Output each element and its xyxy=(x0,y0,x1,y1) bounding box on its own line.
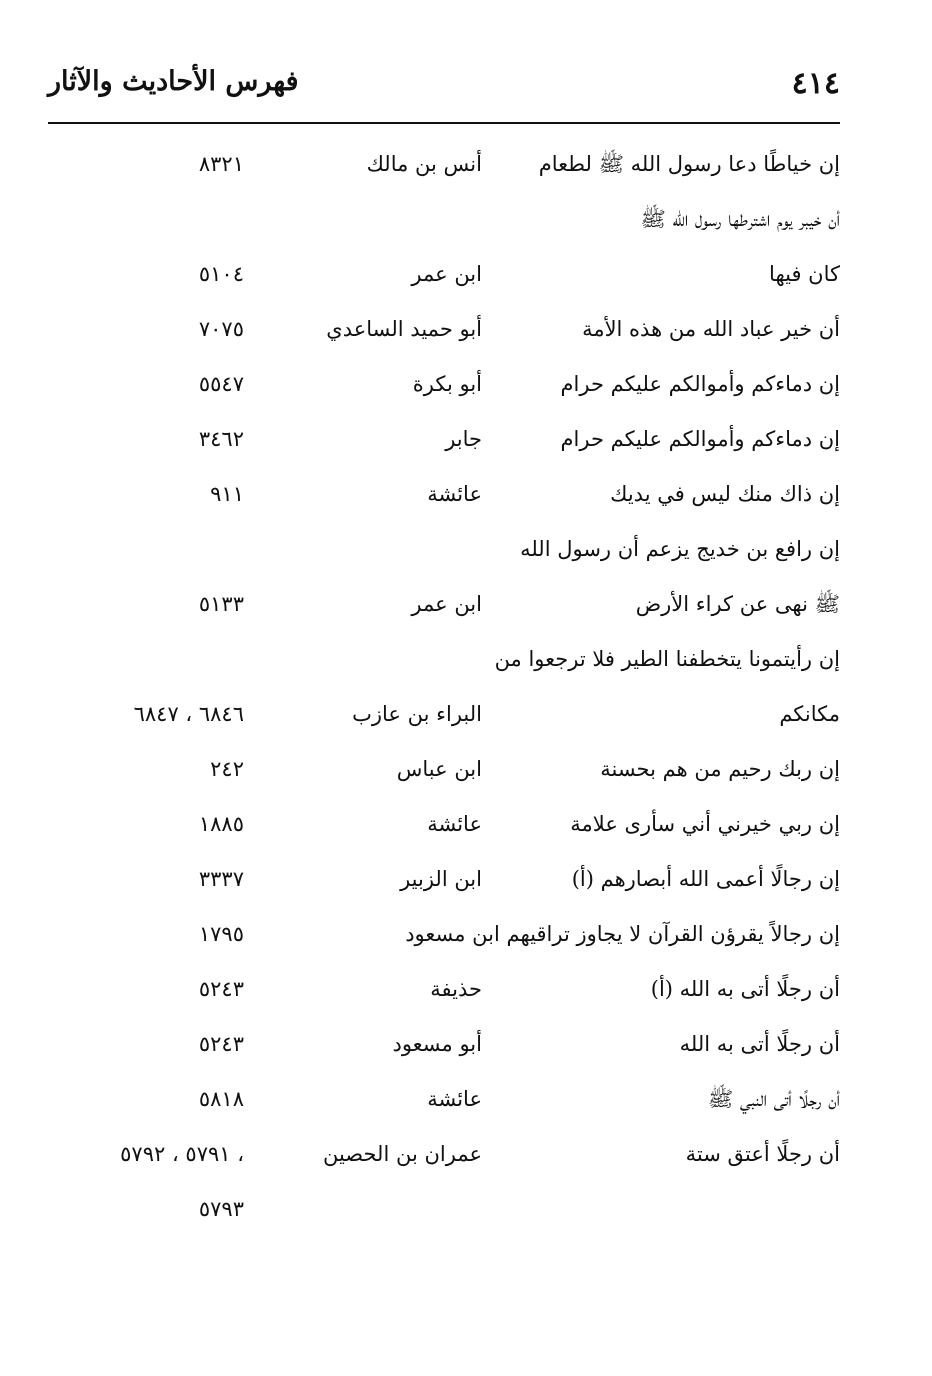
hadith-text: أن رجلًا أتى به الله (أ) xyxy=(650,977,840,1001)
index-row xyxy=(48,965,840,1020)
hadith-text: ﷺ نهى عن كراء الأرض xyxy=(635,592,840,616)
index-row xyxy=(48,1075,840,1130)
narrator: ابن عمر xyxy=(411,262,482,286)
hadith-index-list xyxy=(48,140,840,1240)
index-row xyxy=(48,1130,840,1185)
index-row xyxy=(48,745,840,800)
narrator: أبو مسعود xyxy=(392,1032,482,1056)
reference-numbers: ٣٤٦٢ xyxy=(198,427,244,451)
index-row xyxy=(48,635,840,690)
index-row xyxy=(48,195,840,250)
index-row xyxy=(48,305,840,360)
index-row xyxy=(48,580,840,635)
hadith-text: أن خير عباد الله من هذه الأمة xyxy=(582,317,840,341)
reference-numbers: ٥٧٩١ ، ٥٧٩٢ ، xyxy=(120,1142,244,1166)
reference-numbers: ٢٤٢ xyxy=(210,757,244,781)
header-rule xyxy=(48,122,840,124)
reference-numbers: ٧٠٧٥ xyxy=(198,317,244,341)
index-row xyxy=(48,690,840,745)
hadith-text: أن خيبر يوم اشترطها رسول الله ﷺ xyxy=(640,207,840,231)
index-row xyxy=(48,1185,840,1240)
page-number: ٤١٤ xyxy=(791,66,840,101)
narrator: ابن الزبير xyxy=(400,867,482,891)
index-row xyxy=(48,470,840,525)
narrator: عائشة xyxy=(427,1087,482,1111)
narrator: ابن عمر xyxy=(411,592,482,616)
reference-numbers: ٥٥٤٧ xyxy=(198,372,244,396)
reference-numbers: ٥٨١٨ xyxy=(198,1087,244,1111)
reference-numbers: ٨٣٢١ xyxy=(198,152,244,176)
hadith-text: إن رجالًا أعمى الله أبصارهم (أ) xyxy=(571,867,840,891)
hadith-text: أن رجلًا أعتق ستة xyxy=(685,1142,840,1166)
narrator: أبو حميد الساعدي xyxy=(326,317,482,341)
reference-numbers: ٥١٠٤ xyxy=(198,262,244,286)
index-row xyxy=(48,1020,840,1075)
running-title: فهرس الأحاديث والآثار xyxy=(48,66,299,97)
index-row xyxy=(48,250,840,305)
hadith-text: إن رجالاً يقرؤن القرآن لا يجاوز تراقيهم ابن مسعود xyxy=(405,922,840,946)
index-row xyxy=(48,800,840,855)
narrator: عائشة xyxy=(427,812,482,836)
reference-numbers: ٩١١ xyxy=(210,482,244,506)
index-row xyxy=(48,415,840,470)
hadith-text: كان فيها xyxy=(769,262,840,286)
narrator: البراء بن عازب xyxy=(352,702,482,726)
narrator: عمران بن الحصين xyxy=(322,1142,482,1166)
reference-numbers: ٣٣٣٧ xyxy=(198,867,244,891)
reference-numbers: ٥٢٤٣ xyxy=(198,977,244,1001)
index-row xyxy=(48,140,840,195)
narrator: أنس بن مالك xyxy=(366,152,482,176)
hadith-text: مكانكم xyxy=(779,702,840,726)
narrator: عائشة xyxy=(427,482,482,506)
narrator: حذيفة xyxy=(430,977,482,1001)
hadith-text: إن ذاك منك ليس في يديك xyxy=(610,482,840,506)
index-row xyxy=(48,525,840,580)
hadith-text: أن رجلًا أتى به الله xyxy=(679,1032,840,1056)
narrator: ابن عباس xyxy=(396,757,482,781)
hadith-text: إن رافع بن خديج يزعم أن رسول الله xyxy=(520,537,840,561)
reference-numbers: ١٨٨٥ xyxy=(198,812,244,836)
page-header xyxy=(48,62,840,118)
reference-numbers: ٥١٣٣ xyxy=(198,592,244,616)
index-row xyxy=(48,910,840,965)
hadith-text: إن خياطًا دعا رسول الله ﷺ لطعام xyxy=(538,152,840,176)
hadith-text: إن دماءكم وأموالكم عليكم حرام xyxy=(560,372,840,396)
reference-numbers: ٥٧٩٣ xyxy=(198,1197,244,1221)
hadith-text: إن ربي خيرني أني سأرى علامة xyxy=(570,812,840,836)
index-row xyxy=(48,360,840,415)
hadith-text: إن ربك رحيم من هم بحسنة xyxy=(600,757,840,781)
narrator: أبو بكرة xyxy=(412,372,482,396)
reference-numbers: ١٧٩٥ xyxy=(198,922,244,946)
hadith-text: إن رأيتمونا يتخطفنا الطير فلا ترجعوا من xyxy=(494,647,840,671)
hadith-text: أن رجلًا أتى النبي ﷺ xyxy=(707,1087,840,1111)
reference-numbers: ٥٢٤٣ xyxy=(198,1032,244,1056)
reference-numbers: ٦٨٤٦ ، ٦٨٤٧ xyxy=(133,702,244,726)
hadith-text: إن دماءكم وأموالكم عليكم حرام xyxy=(560,427,840,451)
narrator: جابر xyxy=(445,427,482,451)
index-row xyxy=(48,855,840,910)
